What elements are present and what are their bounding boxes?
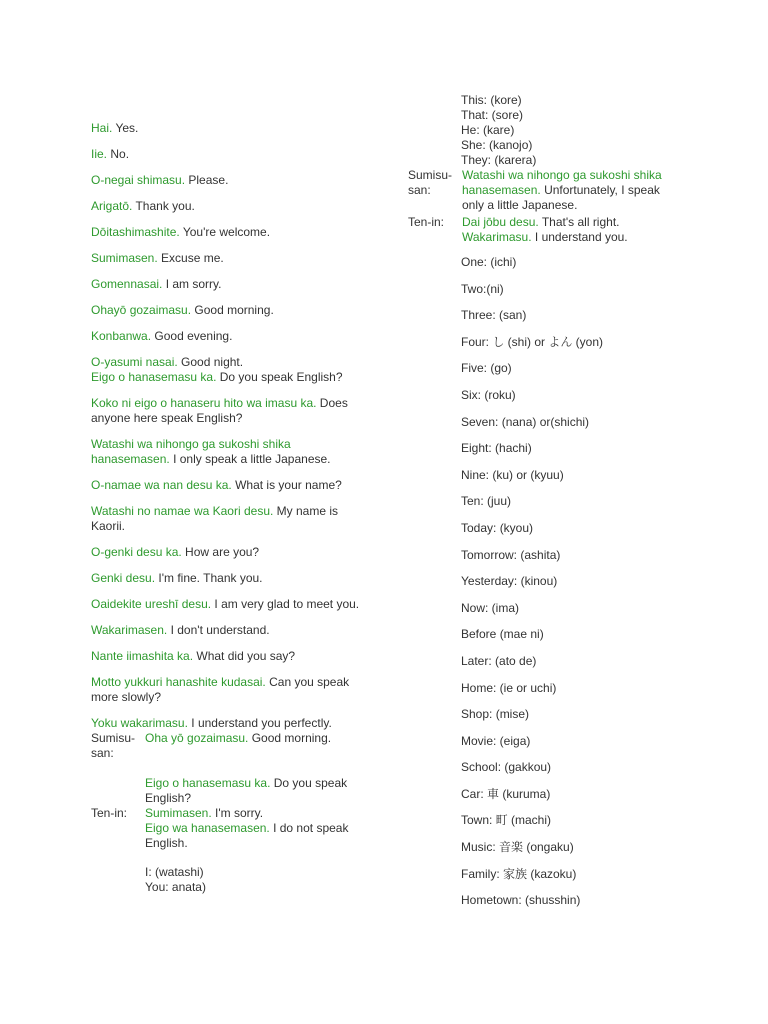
pronoun-list [145, 865, 363, 895]
phrase-en: Good morning. [191, 303, 274, 317]
phrase [91, 173, 363, 188]
phrase-jp: O-yasumi nasai. [91, 355, 178, 369]
phrase-jp: Koko ni eigo o hanaseru hito wa imasu ka. [91, 396, 317, 410]
phrase-en: I'm fine. Thank you. [155, 571, 263, 585]
dialog-row [91, 806, 363, 851]
phrase-jp: Hai. [91, 121, 113, 135]
phrase-jp: Watashi wa nihongo ga sukoshi shika hanasemasen. [91, 437, 291, 466]
vocab-item: One: (ichi) [461, 255, 517, 269]
speaker-label: Sumisu-san: [91, 731, 136, 760]
phrase [91, 649, 363, 664]
dialog-en: Good morning. [248, 731, 332, 745]
pronoun-item: They: (karera) [461, 153, 537, 167]
dialog-line [145, 806, 363, 851]
phrase-en: Can you speak more slowly? [91, 675, 350, 704]
speaker-label [91, 865, 145, 895]
phrase-en: Thank you. [132, 199, 195, 213]
phrase [91, 303, 363, 318]
phrase-en: You're welcome. [179, 225, 271, 239]
vocab-item: Car: 車 (kuruma) [461, 786, 551, 801]
dialog-en: I do not speak English. [145, 821, 349, 850]
vocab-item: Shop: (mise) [461, 707, 530, 722]
phrase-en: Yes. [112, 121, 139, 135]
phrase-jp: O-negai shimasu. [91, 173, 186, 187]
speaker-label: Ten-in: [408, 215, 445, 229]
pronoun-item: She: (kanojo) [461, 138, 533, 152]
dialog-line [462, 215, 680, 245]
vocab-item: Nine: (ku) or (kyuu) [461, 467, 564, 482]
phrase-en: I am sorry. [162, 277, 222, 291]
dialog-jp: Oha yō gozaimasu. [145, 731, 249, 745]
phrase-jp: Gomennasai. [91, 277, 163, 291]
phrase [91, 329, 363, 344]
phrase-jp: Oaidekite ureshī desu. [91, 597, 212, 611]
pronoun-item: He: (kare) [461, 123, 515, 137]
phrase-en: I don't understand. [167, 623, 270, 637]
vocab-item: Ten: (juu) [461, 494, 512, 509]
phrase-jp: Nante iimashita ka. [91, 649, 194, 663]
pronoun-list [408, 93, 680, 168]
dialog-jp: Wakarimasu. [462, 230, 532, 244]
pronoun-item: I: (watashi) [145, 865, 204, 879]
vocab-item: Five: (go) [461, 361, 512, 376]
vocab-item: Now: (ima) [461, 600, 520, 615]
dialog-en: Unfortunately, I speak only a little Japanese. [462, 183, 660, 212]
vocab-item: School: (gakkou) [461, 760, 552, 775]
dialog-en: That's all right. [538, 215, 620, 229]
dialog-jp: Eigo wa hanasemasen. [145, 821, 270, 835]
phrase-en: Do you speak English? [216, 370, 343, 384]
phrase [91, 716, 363, 731]
vocab-item: Tomorrow: (ashita) [461, 547, 561, 562]
vocab-item: Six: (roku) [461, 387, 516, 402]
dialog-en: I understand you. [531, 230, 628, 244]
pronoun-item: That: (sore) [461, 108, 524, 122]
phrase-jp: Wakarimasen. [91, 623, 168, 637]
phrase-jp: Genki desu. [91, 571, 156, 585]
phrase [91, 121, 363, 136]
phrase [91, 545, 363, 560]
phrase [91, 355, 363, 370]
speaker-label [91, 776, 145, 806]
left-column [91, 121, 363, 895]
vocab-item: Town: 町 (machi) [461, 813, 552, 828]
phrase [91, 597, 363, 612]
dialog-line [145, 731, 363, 761]
vocab-item: Movie: (eiga) [461, 733, 531, 748]
vocab-item: Three: (san) [461, 308, 527, 323]
dialog-row [408, 168, 680, 213]
dialog-jp: Eigo o hanasemasu ka. [145, 776, 271, 790]
phrase-en: What did you say? [193, 649, 296, 663]
phrase [91, 478, 363, 493]
phrase-jp: Motto yukkuri hanashite kudasai. [91, 675, 266, 689]
dialog-jp: Sumimasen. [145, 806, 212, 820]
phrase-jp: Konbanwa. [91, 329, 152, 343]
pronoun-item: You: anata) [145, 880, 206, 894]
phrase-en: I only speak a little Japanese. [169, 452, 331, 466]
phrase [91, 396, 363, 426]
vocab-item: Before (mae ni) [461, 627, 544, 642]
phrase-en: Does anyone here speak English? [91, 396, 348, 425]
phrase [91, 675, 363, 705]
phrase-en: Good night. [177, 355, 244, 369]
phrase-jp: Arigatō. [91, 199, 133, 213]
vocab-item: Home: (ie or uchi) [461, 680, 557, 695]
dialog-en: I'm sorry. [211, 806, 264, 820]
dialog-jp: Dai jōbu desu. [462, 215, 539, 229]
vocab-item: Four: し (shi) or よん (yon) [461, 334, 604, 349]
dialog-row [91, 865, 363, 895]
vocab-item: Music: 音楽 (ongaku) [461, 840, 574, 855]
phrase [91, 225, 363, 240]
phrase [91, 571, 363, 586]
phrase-jp: Sumimasen. [91, 251, 158, 265]
phrase-en: I am very glad to meet you. [211, 597, 360, 611]
vocab-list [408, 255, 680, 920]
vocab-item: Eight: (hachi) [461, 441, 532, 456]
phrase-jp: O-namae wa nan desu ka. [91, 478, 232, 492]
phrase [91, 504, 363, 534]
dialog-jp: Watashi wa nihongo ga sukoshi shika hanasemasen. [462, 168, 662, 197]
phrase-jp: Watashi no namae wa Kaori desu. [91, 504, 274, 518]
dialog-en: Do you speak English? [145, 776, 348, 805]
dialog-row [91, 776, 363, 806]
phrase-en: How are you? [181, 545, 260, 559]
phrase [91, 251, 363, 266]
dialog-line [145, 776, 363, 806]
dialog-row [91, 731, 363, 761]
vocab-item: Family: 家族 (kazoku) [461, 866, 577, 881]
speaker-label: Ten-in: [91, 806, 128, 820]
phrase-jp: Dōitashimashite. [91, 225, 180, 239]
vocab-item: Later: (ato de) [461, 653, 537, 668]
phrase-jp: Eigo o hanasemasu ka. [91, 370, 217, 384]
dialog-row [408, 215, 680, 245]
vocab-item: Two:(ni) [461, 281, 504, 296]
vocab-item: Hometown: (shusshin) [461, 893, 581, 908]
phrase [91, 437, 363, 467]
phrase [91, 277, 363, 292]
phrase-jp: O-genki desu ka. [91, 545, 182, 559]
phrase-en: I understand you perfectly. [187, 716, 332, 730]
phrase-en: My name is Kaorii. [91, 504, 339, 533]
phrase [91, 147, 363, 162]
phrase-jp: Iie. [91, 147, 108, 161]
speaker-label: Sumisu-san: [408, 168, 453, 197]
phrase-en: No. [107, 147, 130, 161]
phrase [91, 199, 363, 214]
pronoun-item: This: (kore) [461, 93, 522, 107]
phrase-en: What is your name? [231, 478, 342, 492]
phrase-jp: Ohayō gozaimasu. [91, 303, 192, 317]
phrase-en: Good evening. [151, 329, 233, 343]
phrase-en: Please. [185, 173, 229, 187]
vocab-item: Today: (kyou) [461, 520, 534, 535]
phrase [91, 623, 363, 638]
phrase-jp: Yoku wakarimasu. [91, 716, 188, 730]
vocab-item: Yesterday: (kinou) [461, 574, 558, 589]
right-column [408, 93, 680, 920]
phrase [91, 370, 363, 385]
phrase-en: Excuse me. [157, 251, 224, 265]
vocab-item: Seven: (nana) or(shichi) [461, 414, 590, 429]
dialog-line [462, 168, 680, 213]
